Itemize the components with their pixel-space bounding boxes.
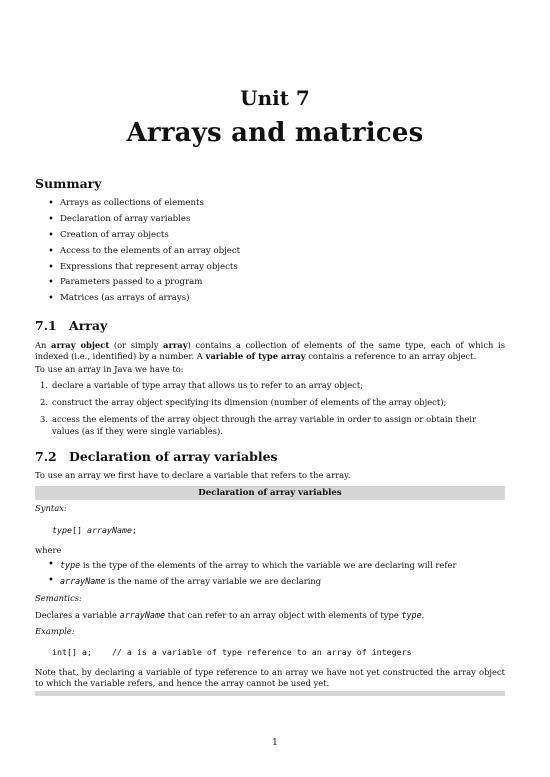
page-title: Arrays and matrices bbox=[126, 118, 424, 148]
code-term: arrayName bbox=[119, 610, 166, 620]
code-token: arrayName bbox=[86, 525, 132, 535]
code-term: arrayName bbox=[60, 576, 106, 586]
bold-term: array bbox=[163, 340, 188, 350]
section-number: 7.2 bbox=[35, 449, 57, 464]
list-item bbox=[35, 380, 505, 391]
unit-label: Unit 7 bbox=[240, 86, 310, 110]
section-title: Declaration of array variables bbox=[69, 449, 278, 464]
list-item bbox=[35, 557, 505, 573]
section-heading-7-2 bbox=[35, 449, 278, 464]
paragraph: To use an array we first have to declare a variable that refers to the array. bbox=[35, 470, 351, 480]
bold-term: array object bbox=[51, 340, 110, 350]
list-item: • Parameters passed to a program bbox=[35, 275, 505, 291]
definition-box-header: Declaration of array variables bbox=[35, 486, 505, 500]
code-term: type bbox=[401, 610, 422, 620]
page-number: 1 bbox=[272, 738, 278, 748]
example-label: Example: bbox=[35, 626, 75, 636]
item-text: declare a variable of type array that allows us to refer to an array object; bbox=[52, 380, 364, 390]
text-run: that can refer to an array object with elements of type bbox=[165, 610, 402, 620]
summary-heading: Summary bbox=[35, 176, 102, 191]
section-heading-7-1 bbox=[35, 318, 107, 333]
item-text: is the type of the elements of the array to which the variable we are declaring will refer bbox=[80, 560, 457, 570]
item-number: 1. bbox=[40, 380, 48, 390]
code-token: type bbox=[52, 525, 72, 535]
item-number: 2. bbox=[40, 397, 48, 408]
syntax-code bbox=[52, 525, 137, 535]
text-run: ) contains a collection of elements of the same type, each of which is indexed (i.e., identified) by a number. A bbox=[35, 340, 505, 362]
item-number: 3. bbox=[40, 414, 48, 425]
item-text: access the elements of the array object through the array variable in order to assign or obtain their values (as if they were single variables). bbox=[52, 414, 476, 436]
text-run: . bbox=[421, 610, 425, 620]
example-code: int[] a; // a is a variable of type reference to an array of integers bbox=[52, 647, 412, 657]
section-title: Array bbox=[69, 318, 108, 333]
bold-term: variable of type array bbox=[205, 351, 306, 362]
where-label: where bbox=[35, 545, 62, 555]
semantics-label: Semantics: bbox=[35, 593, 82, 603]
where-list bbox=[35, 557, 505, 589]
code-token: [] bbox=[71, 525, 87, 535]
paragraph bbox=[35, 340, 505, 362]
list-item bbox=[35, 573, 505, 589]
item-text: construct the array object specifying its dimension (number of elements of the array object); bbox=[52, 397, 447, 408]
list-item: • Creation of array objects bbox=[35, 228, 505, 244]
list-item: • Access to the elements of an array object bbox=[35, 244, 505, 260]
text-run: (or simply bbox=[109, 340, 164, 350]
list-item bbox=[35, 414, 505, 436]
text-run: contains a reference to an array object. bbox=[305, 351, 477, 362]
code-term: type bbox=[60, 560, 81, 570]
paragraph: To use an array in Java we have to: bbox=[35, 364, 184, 374]
list-item: • Declaration of array variables bbox=[35, 212, 505, 228]
summary-list bbox=[35, 196, 505, 307]
item-text: is the name of the array variable we are declaring bbox=[105, 576, 322, 586]
code-token: ; bbox=[131, 525, 137, 535]
list-item: • Arrays as collections of elements bbox=[35, 196, 505, 212]
list-item: • Expressions that represent array objects bbox=[35, 260, 505, 276]
section-number: 7.1 bbox=[35, 318, 57, 333]
steps-list bbox=[35, 380, 505, 443]
definition-box-footer bbox=[35, 691, 505, 696]
syntax-label: Syntax: bbox=[35, 503, 67, 513]
paragraph: Note that, by declaring a variable of type reference to an array we have not yet constructed the array object to which the variable refers, and hence the array cannot be used yet. bbox=[35, 667, 505, 689]
text-run: Declares a variable bbox=[35, 610, 120, 620]
text-run: An bbox=[35, 340, 52, 350]
list-item: • Matrices (as arrays of arrays) bbox=[35, 291, 505, 307]
paragraph bbox=[35, 610, 505, 621]
list-item bbox=[35, 397, 505, 408]
